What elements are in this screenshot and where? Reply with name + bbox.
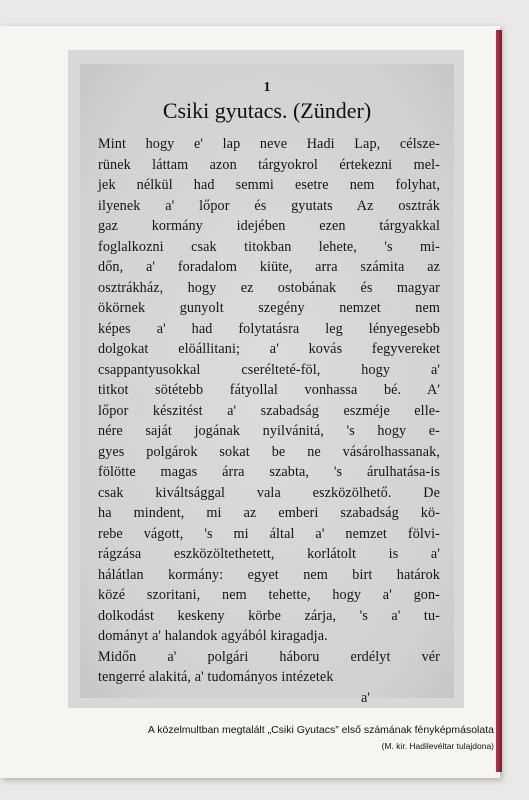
text-line: gaz kormány idejében ezen tárgyakkal [98, 218, 440, 234]
text-line: ha mindent, mi az emberi szabadság kö- [98, 505, 440, 521]
text-line: osztrákház, hogy ez ostobának és magyar [98, 279, 440, 296]
text-line: a' [360, 689, 370, 706]
text-line: gyes polgárok sokat be ne vásárolhassanak, [98, 443, 440, 460]
text-line: Mint hogy e' lap neve Hadi Lap, célsze- [98, 136, 440, 152]
text-line: foglalkozni csak titokban lehete, 's mi- [98, 238, 440, 255]
text-line: ökörnek gunyolt szegény nemzet nem [98, 300, 440, 316]
article-body [98, 134, 440, 708]
text-line: csak kiváltsággal vala eszközölhető. De [98, 484, 440, 501]
facsimile-paper [80, 64, 454, 706]
text-line: rágzása eszközöltethetett, korlátolt is a' [98, 546, 440, 562]
facsimile-photo [68, 50, 464, 708]
book-cover-edge [496, 30, 502, 772]
text-line: lőpor készitést a' szabadság eszméje elle- [98, 402, 440, 419]
text-line: titkot sötétebb fátyollal vonhassa bé. A' [98, 382, 440, 398]
text-line: jek nélkül had semmi esetre nem folyhat, [98, 177, 440, 193]
photo-source: (M. kir. Hadilevéltar tulajdona) [381, 741, 494, 751]
text-line: ilyenek a' lőpor és gyutats Az osztrák [98, 197, 440, 214]
text-line: csappantyusokkal cserélteté-föl, hogy a' [98, 361, 440, 378]
text-line: közé szoritani, nem tehette, hogy a' gon- [98, 587, 440, 603]
text-line: dolkodást keskeny körbe zárja, 's a' tu- [98, 607, 440, 624]
text-line: dőn, a' foradalom kiüte, arra számita az [98, 259, 440, 275]
text-line: nére saját jogának nyilvánitá, 's hogy e- [98, 423, 440, 439]
text-line: hálátlan kormány: egyet nem birt határok [98, 566, 440, 583]
photo-caption: A közelmultban megtalált „Csiki Gyutacs” első számának fényképmásolata [147, 724, 494, 736]
text-line: tengerré alakitá, a' tudományos intézetek [98, 669, 334, 685]
text-line: rünek láttam azon tárgyokrol értekezni mel- [98, 156, 440, 173]
page-number: 1 [263, 80, 271, 95]
article-title: Csiki gyutacs. (Zünder) [162, 98, 372, 123]
text-line: dolgokat elöállitani; a' kovás fegyvereket [98, 341, 440, 357]
text-line: rebe vágott, 's mi által a' nemzet fölvi- [98, 525, 440, 542]
text-line: dományt a' halandok agyából kiragadja. [98, 628, 328, 644]
text-line: fölötte magas árra szabta, 's árulhatása-is [98, 464, 440, 480]
text-line: Midőn a' polgári háboru erdélyt vér [98, 648, 440, 665]
text-line: képes a' had folytatásra leg lényegesebb [98, 320, 440, 337]
